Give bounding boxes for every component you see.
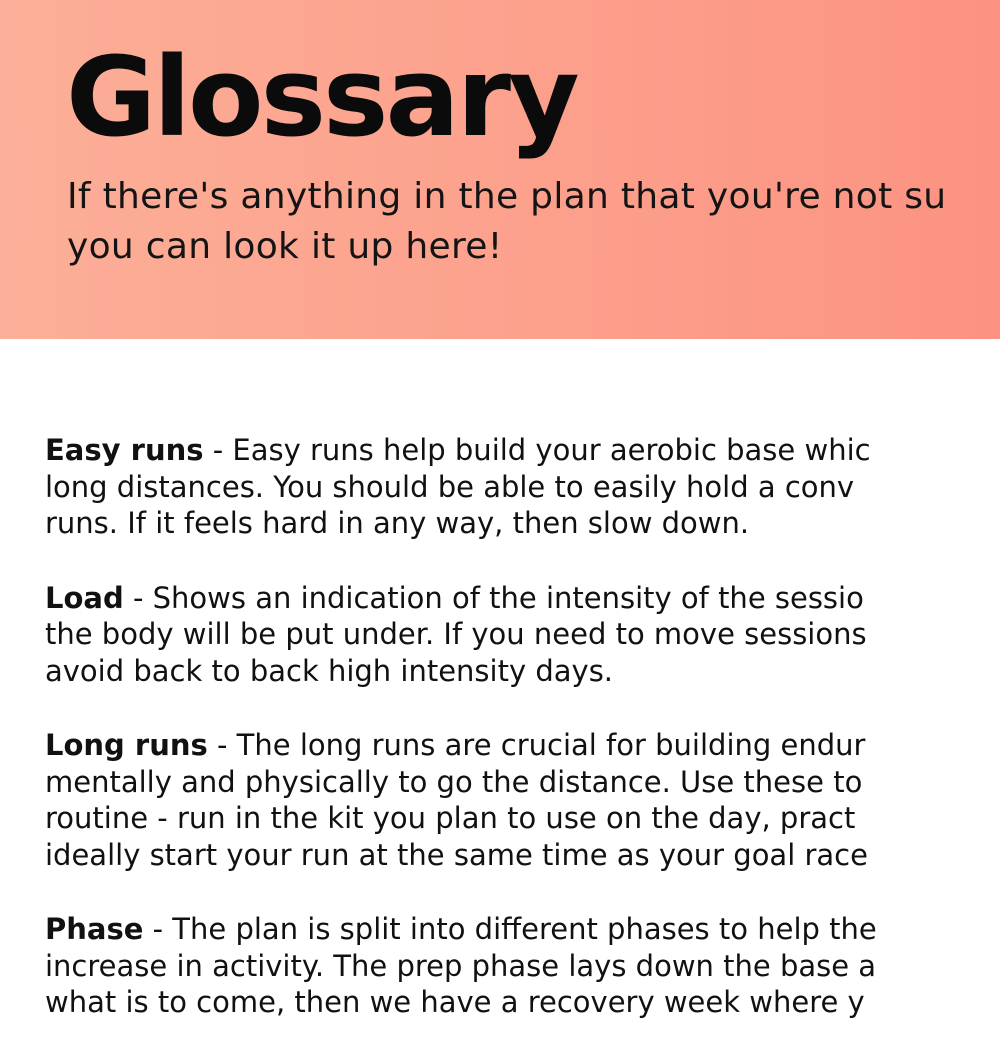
entry-first-line [45,432,1000,469]
entry-first-line [45,580,1000,617]
entry-first-line [45,727,1000,764]
glossary-definition-line: mentally and physically to go the distance. Use these to [45,764,863,799]
entry-first-line [45,911,1000,948]
glossary-entry-phase [45,911,1000,1021]
glossary-definition-line: increase in activity. The prep phase lays down the base a [45,948,877,983]
glossary-definition-line: ideally start your run at the same time as your goal race [45,837,868,872]
subtitle-line: If there's anything in the plan that you're not su [67,176,947,217]
glossary-term: Phase [45,912,144,946]
glossary-definition-line: long distances. You should be able to easily hold a conv [45,469,855,504]
header-banner [0,0,1000,339]
glossary-definition: - Easy runs help build your aerobic base whic [203,433,871,467]
glossary-term: Long runs [45,728,208,762]
glossary-definition-line: what is to come, then we have a recovery week where y [45,985,865,1019]
glossary-definition-line: runs. If it feels hard in any way, then slow down. [45,506,750,540]
glossary-definition: - Shows an indication of the intensity of the sessio [123,580,864,615]
glossary-entry-load [45,580,1000,690]
glossary-entry-long-runs [45,727,1000,873]
glossary-list [45,432,1000,1059]
glossary-definition-line: the body will be put under. If you need to move sessions [45,617,867,651]
subtitle-line: you can look it up here! [67,226,503,267]
glossary-entry-easy-runs [45,432,1000,542]
page-title: Glossary [66,33,577,161]
page-subtitle [67,172,1000,272]
glossary-term: Easy runs [45,433,204,467]
glossary-definition-line: routine - run in the kit you plan to use on the day, pract [45,801,856,835]
glossary-term: Load [45,580,124,615]
glossary-definition-line: avoid back to back high intensity days. [45,653,614,688]
glossary-definition: - The long runs are crucial for building endur [207,728,866,762]
glossary-definition: - The plan is split into different phases to help the [143,912,877,946]
